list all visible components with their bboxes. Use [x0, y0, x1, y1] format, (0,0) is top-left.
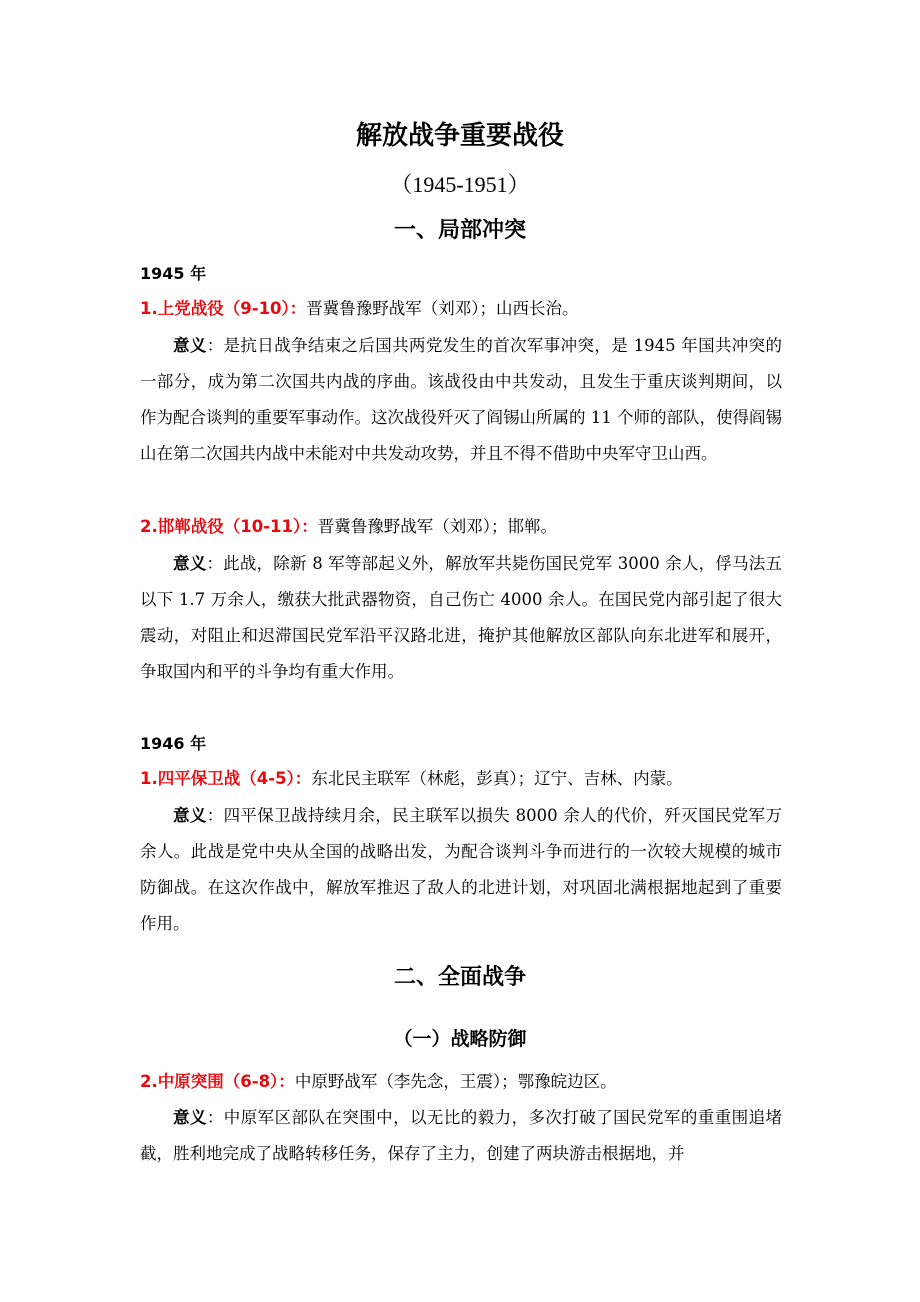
battle-detail: 中原野战军（李先念，王震）；鄂豫皖边区。	[294, 1072, 617, 1091]
meaning-text: ：四平保卫战持续月余，民主联军以损失 8000 余人的代价，歼灭国民党军万余人。此战是党中央从全国的战略出发，为配合谈判斗争而进行的一次较大规模的城市防御战。在这次作战中，解放军推迟了敌人的北进计划，对巩固北满根据地起到了重要作用。	[140, 806, 783, 933]
subsection-heading-strategic-defense: （一）战略防御	[393, 1028, 527, 1050]
meaning-label: 意义	[173, 554, 207, 573]
battle-siping	[140, 765, 790, 793]
year-heading-1945: 1945 年	[140, 264, 207, 283]
section-heading-local-conflict: 一、局部冲突	[393, 218, 526, 243]
battle-detail: 东北民主联军（林彪，彭真）；辽宁、吉林、内蒙。	[311, 769, 683, 788]
meaning-paragraph-zhongyuan	[140, 1100, 782, 1172]
battle-zhongyuan-breakout	[140, 1068, 790, 1096]
year-heading-1946: 1946 年	[140, 734, 207, 753]
meaning-label: 意义	[173, 806, 207, 825]
meaning-label: 意义	[173, 336, 207, 355]
battle-name: 1.四平保卫战（4-5）：	[140, 769, 312, 788]
battle-handan	[140, 513, 790, 541]
meaning-text: ：是抗日战争结束之后国共两党发生的首次军事冲突，是 1945 年国共冲突的一部分，成为第二次国共内战的序曲。该战役由中共发动，且发生于重庆谈判期间，以作为配合谈判的重要军事动作。这次战役歼灭了阎锡山所属的 11 个师的部队，使得阎锡山在第二次国共内战中未能对中共发动攻势，并且不得不借助中央军守卫山西。	[140, 336, 783, 463]
battle-shangdang	[140, 295, 790, 323]
meaning-text: ：此战，除新 8 军等部起义外，解放军共毙伤国民党军 3000 余人，俘马法五以下 1.7 万余人，缴获大批武器物资，自己伤亡 4000 余人。在国民党内部引起了很大震动，对阻止和迟滞国民党军沿平汉路北进，掩护其他解放区部队向东北进军和展开，争取国内和平的斗争均有重大作用。	[140, 554, 783, 681]
battle-detail: 晋冀鲁豫野战军（刘邓）；邯郸。	[317, 517, 558, 536]
meaning-paragraph-handan	[140, 546, 782, 690]
section-heading-full-war: 二、全面战争	[393, 965, 526, 990]
battle-detail: 晋冀鲁豫野战军（刘邓）；山西长治。	[306, 299, 579, 318]
battle-name: 2.邯郸战役（10-11）：	[140, 517, 318, 536]
document-title: 解放战争重要战役	[355, 121, 564, 151]
meaning-label: 意义	[173, 1108, 207, 1127]
document-subtitle: （1945-1951）	[390, 172, 530, 197]
meaning-paragraph-siping	[140, 798, 782, 942]
battle-name: 1.上党战役（9-10）：	[140, 299, 307, 318]
battle-name: 2.中原突围（6-8）：	[140, 1072, 295, 1091]
meaning-paragraph-shangdang	[140, 328, 782, 472]
meaning-text: ：中原军区部队在突围中，以无比的毅力，多次打破了国民党军的重重围追堵截，胜利地完成了战略转移任务，保存了主力，创建了两块游击根据地，并	[140, 1108, 783, 1163]
